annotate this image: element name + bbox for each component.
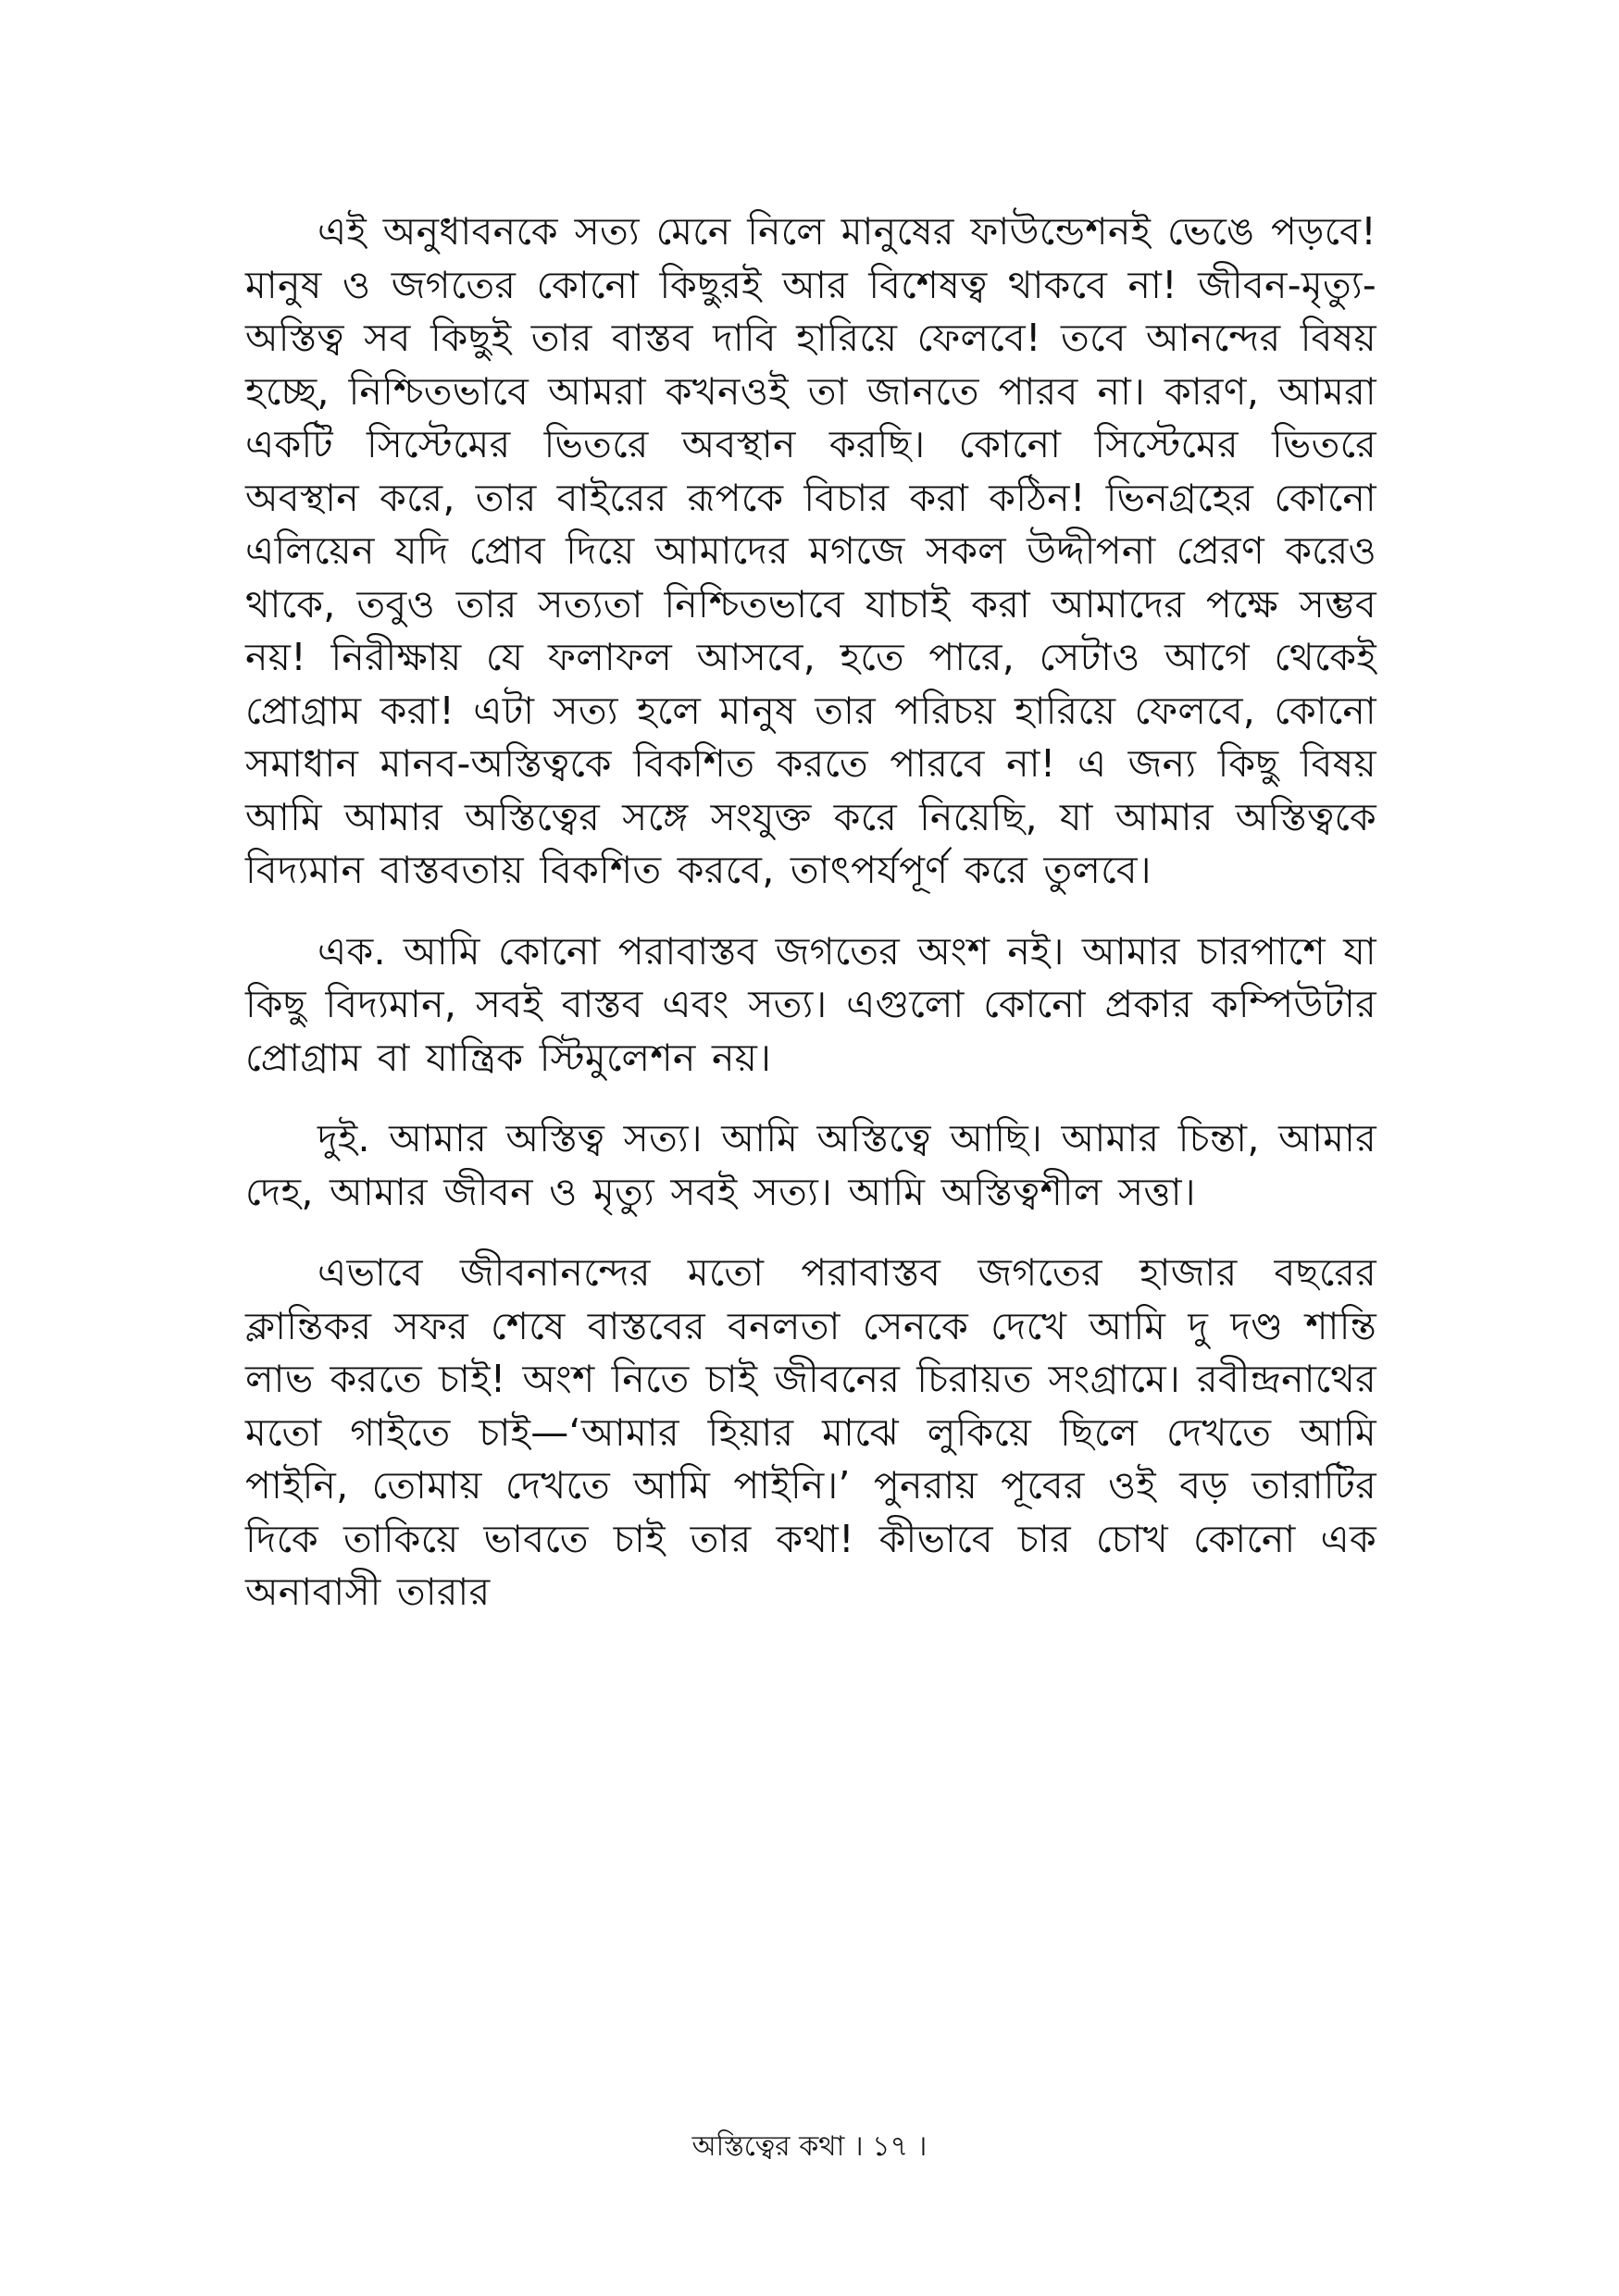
page-footer: অস্তিত্বের কথা । ১৭ ।: [691, 2130, 928, 2163]
paragraph: দুই. আমার অস্তিত্ব সত্য। আমি অস্তিত্বে আছি। আমার চিন্তা, আমার দেহ, আমার জীবন ও মৃত্যু সবই সত্য। আমি অস্তিত্বশীল সত্তা।: [245, 1116, 1376, 1214]
paragraph: এক. আমি কোনো পরাবাস্তব জগতের অংশ নই। আমার চারপাশে যা কিছু বিদ্যমান, সবই বাস্তব এবং সত্য। এগুলো কোনো প্রকার কম্পিউটার প্রোগ্রাম বা যান্ত্রিক স্টিমুলেশন নয়।: [245, 928, 1376, 1080]
paragraph: এভাবে জীবনানন্দের মতো পরাবাস্তব জগতের হাজার বছরের ক্লান্তিকর সফর শেষে বাস্তবের বনলতা সেনকে দেখে আমি দু দণ্ড শান্তি লাভ করতে চাই! অংশ নিতে চাই জীবনের চিরায়ত সংগ্রামে। রবীন্দ্রনাথের মতো গাইতে চাই—‘আমার হিয়ার মাঝে লুকিয়ে ছিলে দেখতে আমি পাইনি, তোমায় দেখতে আমি পাইনি।’ পুনরায় পূবের ওই বড় তারাটির দিকে তাকিয়ে ভাবতে চাই তার কথা! কীভাবে চার চোখ কোনো এক অনাবাসী তারার: [245, 1250, 1376, 1614]
body-text: [245, 205, 1376, 1647]
paragraph: এই অনুধাবনকে সত্য মেনে নিলে মানুষের ফাউন্ডেশনই ভেঙে পড়বে! মানুষ ও জগতের কোনো কিছুরই আর বিশেষত্ব থাকবে না! জীবন-মৃত্যু-অস্তিত্ব সব কিছুই তার বাস্তব দাবি হারিয়ে ফেলবে! তবে আনন্দের বিষয় হচ্ছে, নিশ্চিতভাবে আমরা কখনওই তা জানতে পারব না। কারণ, আমরা একটি সিস্টেমের ভিতরে অবস্থান করছি। কোনো সিস্টেমের ভিতরে অবস্থান করে, তার বাইরের রূপকে বিচার করা কঠিন! ভিনগ্রহের কোনো এলিয়েন যদি প্রোব দিয়ে আমাদের মগজে সকল উদ্দীপনা প্রেরণ করেও থাকে, তবুও তার সত্যতা নিশ্চিতভাবে যাচাই করা আমাদের পক্ষে সম্ভব নয়! নিরীক্ষায় যে ফলাফল আসবে, হতে পারে, সেটাও আগে থেকেই প্রোগ্রাম করা! এটা সত্য হলে মানুষ তার পরিচয় হারিয়ে ফেলবে, কোনো সমাধান মানব-অস্তিত্বকে বিকশিত করতে পারবে না! এ জন্য কিছু বিষয় আমি আমার অস্তিত্বের সঙ্গে সংযুক্ত করে নিয়েছি, যা আমার অস্তিত্বকে বিদ্যমান বাস্তবতায় বিকশিত করবে, তাৎপর্যপূর্ণ করে তুলবে।: [245, 209, 1376, 892]
